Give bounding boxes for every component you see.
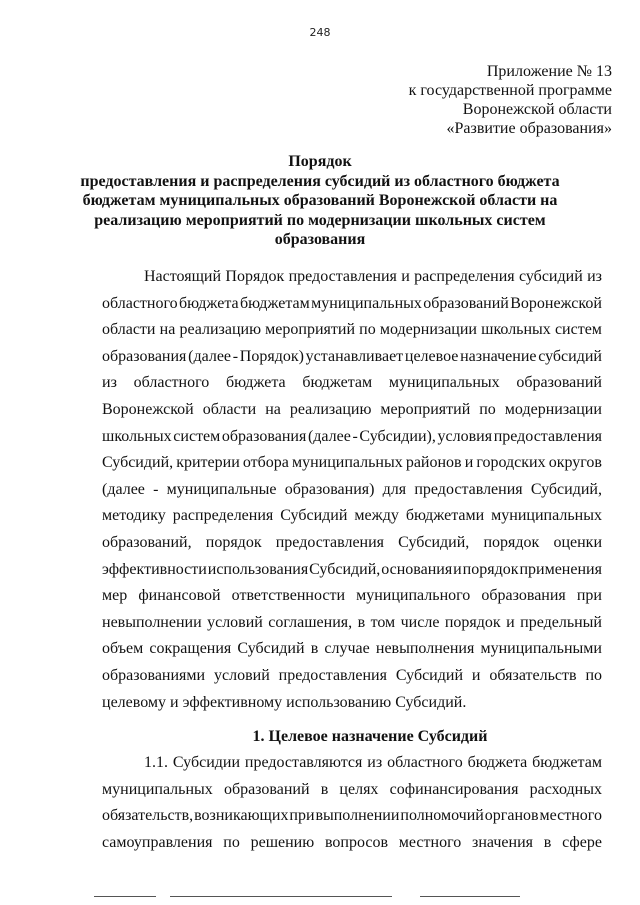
- paragraph-line: Воронежской области на реализацию мероприятий по модернизации: [102, 400, 602, 418]
- section-1-paragraph: [102, 750, 602, 856]
- appendix-line: Воронежской области: [462, 101, 612, 118]
- appendix-line: к государственной программе: [408, 82, 612, 99]
- paragraph-line: школьных систем образования (далее - Субсидии), условия предоставления: [102, 427, 602, 445]
- paragraph-line: из областного бюджета бюджетам муниципальных образований: [102, 374, 602, 392]
- paragraph-line: невыполнении условий соглашения, в том числе порядок и предельный: [102, 613, 602, 631]
- intro-paragraph: [102, 264, 602, 716]
- paragraph-line: эффективности использования Субсидий, основания и порядок применения: [102, 560, 602, 578]
- paragraph-line: образования (далее - Порядок) устанавливает целевое назначение субсидий: [102, 347, 602, 365]
- footer-rule: [420, 896, 520, 897]
- title-line: предоставления и распределения субсидий из областного бюджета: [80, 172, 560, 190]
- paragraph-line: самоуправления по решению вопросов местного значения в сфере: [102, 833, 602, 851]
- paragraph-line: Настоящий Порядок предоставления и распределения субсидий из: [144, 268, 602, 285]
- appendix-line: «Развитие образования»: [446, 120, 612, 137]
- paragraph-line: мер финансовой ответственности муниципального образования при: [102, 587, 602, 605]
- footer-rule: [170, 896, 392, 897]
- paragraph-line: объем сокращения Субсидий в случае невыполнения муниципальными: [102, 640, 602, 658]
- paragraph-line: обязательств, возникающих при выполнении полномочий органов местного: [102, 807, 602, 825]
- document-title: [80, 152, 560, 250]
- title-line: образования: [274, 231, 366, 248]
- paragraph-line: 1.1. Субсидии предоставляются из областного бюджета бюджетам: [144, 754, 602, 771]
- paragraph-line: области на реализацию мероприятий по модернизации школьных систем: [102, 321, 602, 339]
- page-number: 248: [309, 26, 331, 39]
- appendix-header: [409, 62, 612, 138]
- title-line: реализацию мероприятий по модернизации школьных систем: [94, 211, 546, 229]
- paragraph-line: Субсидий, критерии отбора муниципальных районов и городских округов: [102, 454, 602, 472]
- paragraph-line: образований, порядок предоставления Субсидий, порядок оценки: [102, 533, 602, 551]
- paragraph-line: (далее - муниципальные образования) для предоставления Субсидий,: [102, 480, 602, 498]
- paragraph-line: областного бюджета бюджетам муниципальных образований Воронежской: [102, 294, 602, 312]
- paragraph-line: методику распределения Субсидий между бюджетами муниципальных: [102, 507, 602, 525]
- paragraph-line: муниципальных образований в целях софинансирования расходных: [102, 780, 602, 798]
- section-heading: 1. Целевое назначение Субсидий: [252, 728, 488, 745]
- paragraph-line: целевому и эффективному использованию Субсидий.: [102, 693, 467, 711]
- appendix-line: Приложение № 13: [486, 63, 612, 80]
- paragraph-line: образованиями условий предоставления Субсидий и обязательств по: [102, 666, 602, 684]
- title-line: бюджетам муниципальных образований Воронежской области на: [82, 192, 558, 209]
- title-line: Порядок: [288, 153, 352, 170]
- footer-rule: [94, 896, 156, 897]
